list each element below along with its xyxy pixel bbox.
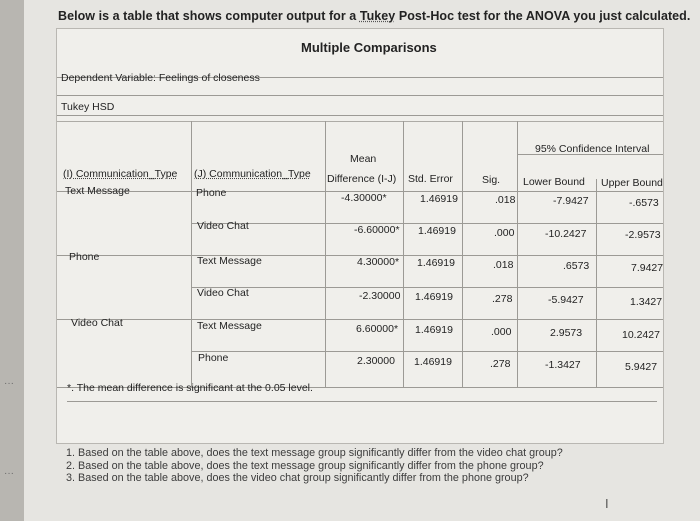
cell-upper: 5.9427	[625, 361, 658, 373]
cell-lower: .6573	[563, 260, 590, 272]
header-confidence-interval: 95% Confidence Interval	[535, 143, 650, 155]
cell-i-group: Video Chat	[71, 317, 123, 329]
question-1: 1. Based on the table above, does the text message group significantly differ from the video chat group?	[66, 447, 563, 459]
cell-std-error: 1.46919	[418, 225, 456, 237]
header-sig: Sig.	[482, 174, 501, 186]
cell-j-group: Phone	[198, 352, 229, 364]
questions-list	[66, 447, 563, 485]
cell-mean-diff: 6.60000*	[356, 323, 399, 335]
cell-upper: 10.2427	[622, 329, 660, 341]
header-lower-bound: Lower Bound	[523, 176, 585, 188]
col-divider	[517, 121, 518, 387]
dependent-variable-label: Dependent Variable: Feelings of closeness	[61, 72, 260, 84]
row-divider	[191, 351, 663, 352]
cell-j-group: Video Chat	[197, 287, 249, 299]
col-divider	[325, 121, 326, 387]
cell-sig: .018	[493, 259, 514, 271]
question-2: 2. Based on the table above, does the text message group significantly differ from the phone group?	[66, 459, 544, 472]
cell-upper: 7.9427	[631, 262, 664, 274]
col-divider	[596, 179, 597, 387]
table-top-border	[57, 121, 663, 122]
col-divider	[191, 121, 192, 387]
table-title: Multiple Comparisons	[301, 40, 437, 55]
cell-std-error: 1.46919	[417, 257, 455, 269]
footnote: *. The mean difference is significant at the 0.05 level.	[67, 382, 313, 394]
tukey-hsd-label: Tukey HSD	[61, 101, 115, 113]
cell-sig: .000	[494, 227, 515, 239]
cell-lower: -1.3427	[545, 359, 581, 371]
row-divider	[191, 223, 663, 224]
cell-std-error: 1.46919	[415, 324, 453, 336]
cell-j-group: Text Message	[197, 255, 262, 267]
cell-j-group: Text Message	[197, 320, 262, 332]
cell-mean-diff: 2.30000	[357, 355, 395, 367]
cell-sig: .278	[490, 358, 511, 370]
intro-text: Below is a table that shows computer output for a Tukey Post-Hoc test for the ANOVA you just calculated.	[58, 9, 691, 23]
header-mean: Mean	[350, 153, 377, 165]
col-divider	[462, 121, 463, 387]
cell-upper: -2.9573	[625, 229, 661, 241]
text-cursor-icon: I	[605, 496, 609, 511]
cell-sig: .278	[492, 293, 513, 305]
header-i-group: (I) Communication_Type	[63, 168, 178, 180]
header-mean-difference: Difference (I-J)	[327, 173, 397, 185]
cell-mean-diff: -2.30000	[359, 290, 401, 302]
col-divider	[403, 121, 404, 387]
cell-upper: 1.3427	[630, 296, 663, 308]
cell-mean-diff: -4.30000*	[341, 192, 387, 204]
cell-sig: .000	[491, 326, 512, 338]
question-3: 3. Based on the table above, does the video chat group significantly differ from the phone group?	[66, 472, 529, 484]
divider	[57, 115, 663, 116]
row-divider	[57, 319, 663, 320]
cell-lower: -10.2427	[545, 228, 587, 240]
multiple-comparisons-table	[56, 28, 664, 444]
row-divider	[191, 287, 663, 288]
cell-std-error: 1.46919	[414, 356, 452, 368]
cell-lower: -7.9427	[553, 195, 589, 207]
cell-j-group: Video Chat	[197, 220, 249, 232]
cell-i-group: Text Message	[65, 185, 130, 197]
header-j-group: (J) Communication_Type	[194, 168, 311, 180]
cell-lower: -5.9427	[548, 294, 584, 306]
header-upper-bound: Upper Bound	[601, 177, 663, 189]
divider	[57, 95, 663, 96]
cell-j-group: Phone	[196, 187, 227, 199]
cell-lower: 2.9573	[550, 327, 583, 339]
left-margin-marks: ··· ···	[4, 378, 14, 479]
cell-std-error: 1.46919	[420, 193, 458, 205]
cell-std-error: 1.46919	[415, 291, 453, 303]
header-std-error: Std. Error	[408, 173, 453, 185]
cell-sig: .018	[495, 194, 516, 206]
cell-mean-diff: 4.30000*	[357, 256, 400, 268]
cell-mean-diff: -6.60000*	[354, 224, 400, 236]
cell-i-group: Phone	[69, 251, 100, 263]
cell-upper: -.6573	[629, 197, 659, 209]
divider	[67, 401, 657, 402]
